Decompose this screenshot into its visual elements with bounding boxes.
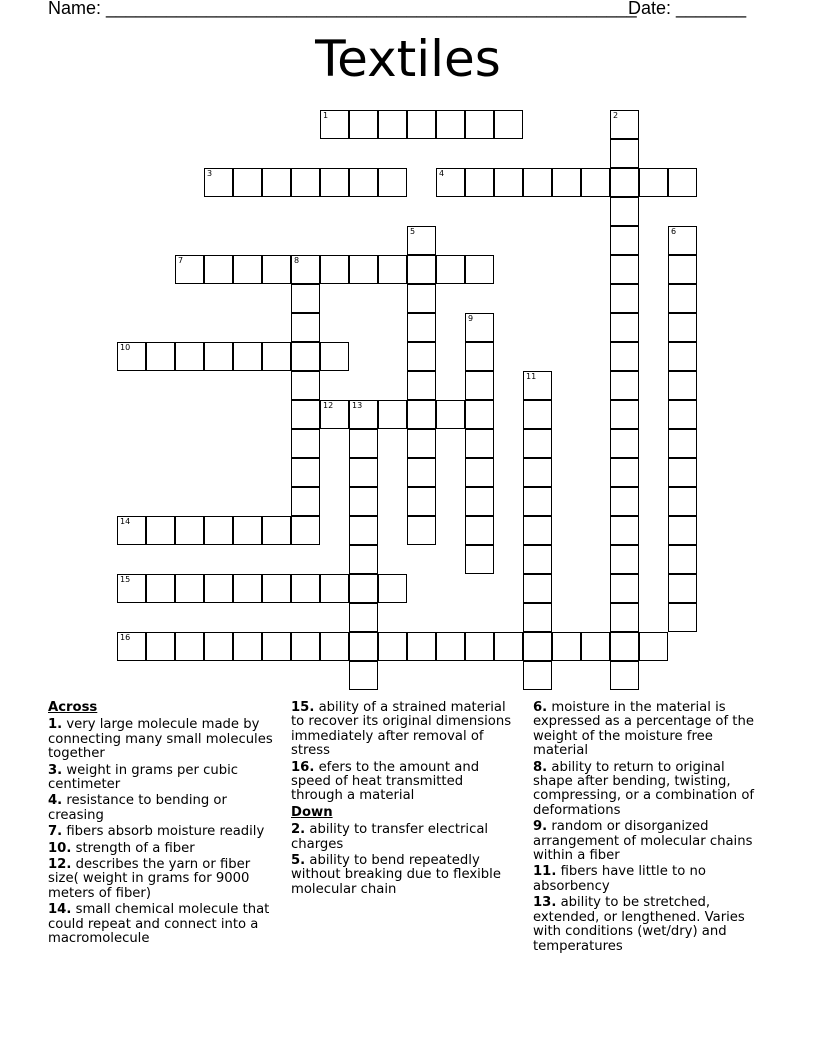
grid-cell[interactable] [320,342,349,371]
grid-cell[interactable] [233,516,262,545]
grid-cell[interactable] [349,632,378,661]
clue-text: small chemical molecule that could repeat and connect into a macromolecule [48,902,270,947]
cell-number: 1 [323,111,329,120]
clue-text: ability of a strained material to recover its original dimensions immediately after removal of stress [291,700,512,759]
grid-cell[interactable] [610,661,639,690]
cell-number: 11 [526,372,537,381]
down-heading: Down [291,804,333,820]
grid-cell[interactable] [349,429,378,458]
grid-cell[interactable] [465,487,494,516]
clue-down-13 [533,896,763,954]
clue-across-1 [48,718,276,761]
clue-number: 12. [48,857,72,873]
grid-cell[interactable] [668,429,697,458]
clue-number: 7. [48,824,63,840]
grid-cell[interactable] [465,516,494,545]
grid-cell[interactable] [407,429,436,458]
grid-cell[interactable] [610,197,639,226]
grid-cell[interactable] [204,342,233,371]
grid-cell[interactable] [407,342,436,371]
grid-cell[interactable] [117,516,146,545]
clue-number: 15. [291,700,315,715]
grid-cell[interactable] [117,632,146,661]
grid-cell[interactable] [610,603,639,632]
cell-number: 5 [410,227,416,236]
grid-cell[interactable] [146,516,175,545]
cell-number: 15 [120,575,131,584]
grid-cell[interactable] [291,168,320,197]
grid-cell[interactable] [668,255,697,284]
clue-number: 9. [533,819,548,835]
grid-cell[interactable] [465,458,494,487]
date-field[interactable]: Date: _______ [628,0,747,18]
clue-across-7 [48,825,276,839]
clue-down-2 [291,823,519,852]
grid-cell[interactable] [494,632,523,661]
grid-cell[interactable] [668,400,697,429]
grid-cell[interactable] [552,632,581,661]
clue-text: fibers have little to no absorbency [533,864,706,894]
grid-cell[interactable] [407,313,436,342]
grid-cell[interactable] [465,429,494,458]
grid-cell[interactable] [465,255,494,284]
grid-cell[interactable] [523,487,552,516]
grid-cell[interactable] [523,661,552,690]
grid-cell[interactable] [262,632,291,661]
grid-cell[interactable] [291,400,320,429]
grid-cell[interactable] [523,458,552,487]
grid-cell[interactable] [610,429,639,458]
grid-cell[interactable] [233,255,262,284]
grid-cell[interactable] [465,545,494,574]
grid-cell[interactable] [262,342,291,371]
grid-cell[interactable] [378,574,407,603]
cell-number: 8 [294,256,300,265]
clue-down-6 [533,701,763,759]
cell-number: 6 [671,227,677,236]
grid-cell[interactable] [552,168,581,197]
grid-cell[interactable] [349,516,378,545]
grid-cell[interactable] [407,487,436,516]
grid-cell[interactable] [581,632,610,661]
grid-cell[interactable] [639,632,668,661]
grid-cell[interactable] [668,284,697,313]
cell-number: 7 [178,256,184,265]
grid-cell[interactable] [581,168,610,197]
grid-cell[interactable] [610,487,639,516]
grid-cell[interactable] [668,342,697,371]
grid-cell[interactable] [668,545,697,574]
grid-cell[interactable] [204,168,233,197]
clue-down-9 [533,820,763,863]
clue-text: fibers absorb moisture readily [62,824,265,840]
grid-cell[interactable] [610,168,639,197]
grid-cell[interactable] [610,110,639,139]
clue-text: very large molecule made by connecting many small molecules together [48,717,273,762]
grid-cell[interactable] [465,632,494,661]
grid-cell[interactable] [523,632,552,661]
clue-number: 3. [48,762,63,778]
grid-cell[interactable] [610,371,639,400]
clue-across-12 [48,858,276,901]
grid-cell[interactable] [407,516,436,545]
grid-cell[interactable] [610,313,639,342]
clue-text: ability to bend repeatedly without breaking due to flexible molecular chain [291,853,501,897]
grid-cell[interactable] [407,110,436,139]
cell-number: 4 [439,169,445,178]
grid-cell[interactable] [436,255,465,284]
grid-cell[interactable] [465,371,494,400]
clue-number: 5. [291,853,306,869]
grid-cell[interactable] [407,284,436,313]
grid-cell[interactable] [291,284,320,313]
grid-cell[interactable] [378,168,407,197]
grid-cell[interactable] [436,168,465,197]
grid-cell[interactable] [262,574,291,603]
grid-cell[interactable] [291,574,320,603]
cell-number: 16 [120,633,131,642]
grid-cell[interactable] [349,168,378,197]
cell-number: 10 [120,343,131,352]
clue-number: 10. [48,840,72,856]
grid-cell[interactable] [291,342,320,371]
grid-cell[interactable] [349,545,378,574]
grid-cell[interactable] [407,458,436,487]
grid-cell[interactable] [349,661,378,690]
grid-cell[interactable] [175,574,204,603]
grid-cell[interactable] [233,574,262,603]
grid-cell[interactable] [436,110,465,139]
clue-across-4 [48,794,276,823]
grid-cell[interactable] [465,110,494,139]
grid-cell[interactable] [117,342,146,371]
grid-cell[interactable] [610,139,639,168]
clue-text: ability to return to original shape after bending, twisting, compressing, or a combination of deformations [533,759,755,818]
grid-cell[interactable] [349,110,378,139]
grid-cell[interactable] [320,574,349,603]
cell-number: 2 [613,111,619,120]
grid-cell[interactable] [146,632,175,661]
grid-cell[interactable] [610,342,639,371]
grid-cell[interactable] [291,458,320,487]
grid-cell[interactable] [146,574,175,603]
grid-cell[interactable] [668,226,697,255]
grid-cell[interactable] [610,574,639,603]
clue-text: efers to the amount and speed of heat transmitted through a material [291,759,480,804]
clue-number: 14. [48,902,72,918]
grid-cell[interactable] [668,603,697,632]
clue-across-3 [48,764,276,793]
grid-cell[interactable] [146,342,175,371]
grid-cell[interactable] [407,400,436,429]
clue-number: 1. [48,717,63,733]
grid-cell[interactable] [378,255,407,284]
grid-cell[interactable] [291,371,320,400]
grid-cell[interactable] [610,516,639,545]
clue-across-10 [48,842,276,856]
grid-cell[interactable] [610,545,639,574]
grid-cell[interactable] [610,226,639,255]
grid-cell[interactable] [407,632,436,661]
grid-cell[interactable] [204,516,233,545]
grid-cell[interactable] [291,255,320,284]
clue-across-14 [48,903,276,946]
grid-cell[interactable] [465,313,494,342]
clue-number: 13. [533,895,557,911]
grid-cell[interactable] [465,342,494,371]
grid-cell[interactable] [465,168,494,197]
clue-text: moisture in the material is expressed as a percentage of the weight of the moisture free material [533,700,754,759]
grid-cell[interactable] [204,632,233,661]
grid-cell[interactable] [204,574,233,603]
clues-column-1 [48,701,276,949]
grid-cell[interactable] [262,255,291,284]
grid-cell[interactable] [233,632,262,661]
grid-cell[interactable] [349,574,378,603]
grid-cell[interactable] [378,632,407,661]
grid-cell[interactable] [523,574,552,603]
grid-cell[interactable] [668,458,697,487]
grid-cell[interactable] [175,632,204,661]
clue-number: 8. [533,759,548,775]
grid-cell[interactable] [233,342,262,371]
clues-column-2 [291,701,519,899]
grid-cell[interactable] [668,168,697,197]
clue-text: weight in grams per cubic centimeter [48,762,239,793]
clue-across-15 [291,701,519,759]
grid-cell[interactable] [668,574,697,603]
grid-cell[interactable] [407,371,436,400]
clue-number: 16. [291,759,315,775]
grid-cell[interactable] [349,603,378,632]
grid-cell[interactable] [291,516,320,545]
cell-number: 14 [120,517,131,526]
grid-cell[interactable] [668,516,697,545]
grid-cell[interactable] [523,168,552,197]
grid-cell[interactable] [175,342,204,371]
clue-down-11 [533,865,763,894]
clue-text: describes the yarn or fiber size( weight in grams for 9000 meters of fiber) [48,857,251,901]
grid-cell[interactable] [320,168,349,197]
clue-across-16 [291,761,519,804]
grid-cell[interactable] [610,400,639,429]
grid-cell[interactable] [175,516,204,545]
cell-number: 9 [468,314,474,323]
clues-column-3 [533,701,763,956]
grid-cell[interactable] [436,400,465,429]
grid-cell[interactable] [407,226,436,255]
cell-number: 13 [352,401,363,410]
grid-cell[interactable] [639,168,668,197]
grid-cell[interactable] [320,255,349,284]
grid-cell[interactable] [320,632,349,661]
grid-cell[interactable] [523,400,552,429]
clue-number: 11. [533,864,557,880]
grid-cell[interactable] [349,400,378,429]
grid-cell[interactable] [523,371,552,400]
clue-text: resistance to bending or creasing [48,793,227,823]
grid-cell[interactable] [291,429,320,458]
grid-cell[interactable] [233,168,262,197]
grid-cell[interactable] [262,516,291,545]
grid-cell[interactable] [668,487,697,516]
grid-cell[interactable] [175,255,204,284]
grid-cell[interactable] [349,458,378,487]
grid-cell[interactable] [436,632,465,661]
grid-cell[interactable] [407,255,436,284]
grid-cell[interactable] [668,313,697,342]
name-field[interactable]: Name: _____________________________________________________ [48,0,637,18]
grid-cell[interactable] [523,516,552,545]
clue-number: 2. [291,822,306,838]
grid-cell[interactable] [349,487,378,516]
clue-text: random or disorganized arrangement of molecular chains within a fiber [533,819,753,864]
grid-cell[interactable] [378,110,407,139]
grid-cell[interactable] [291,313,320,342]
grid-cell[interactable] [291,632,320,661]
grid-cell[interactable] [523,429,552,458]
cell-number: 3 [207,169,213,178]
grid-cell[interactable] [320,400,349,429]
grid-cell[interactable] [610,284,639,313]
grid-cell[interactable] [610,255,639,284]
clue-text: strength of a fiber [71,840,195,856]
grid-cell[interactable] [262,168,291,197]
grid-cell[interactable] [494,110,523,139]
grid-cell[interactable] [117,574,146,603]
grid-cell[interactable] [610,458,639,487]
grid-cell[interactable] [610,632,639,661]
grid-cell[interactable] [523,545,552,574]
grid-cell[interactable] [204,255,233,284]
clue-text: ability to be stretched, extended, or lengthened. Varies with conditions (wet/dry) and temperatures [533,895,745,954]
across-heading: Across [48,700,98,715]
clue-down-5 [291,854,519,897]
puzzle-title: Textiles [315,30,501,88]
clue-text: ability to transfer electrical charges [291,822,489,852]
clue-down-8 [533,761,763,819]
grid-cell[interactable] [668,371,697,400]
grid-cell[interactable] [523,603,552,632]
grid-cell[interactable] [291,487,320,516]
grid-cell[interactable] [320,110,349,139]
clue-number: 4. [48,793,63,809]
grid-cell[interactable] [378,400,407,429]
grid-cell[interactable] [349,255,378,284]
grid-cell[interactable] [465,400,494,429]
clue-number: 6. [533,700,548,715]
grid-cell[interactable] [494,168,523,197]
cell-number: 12 [323,401,334,410]
